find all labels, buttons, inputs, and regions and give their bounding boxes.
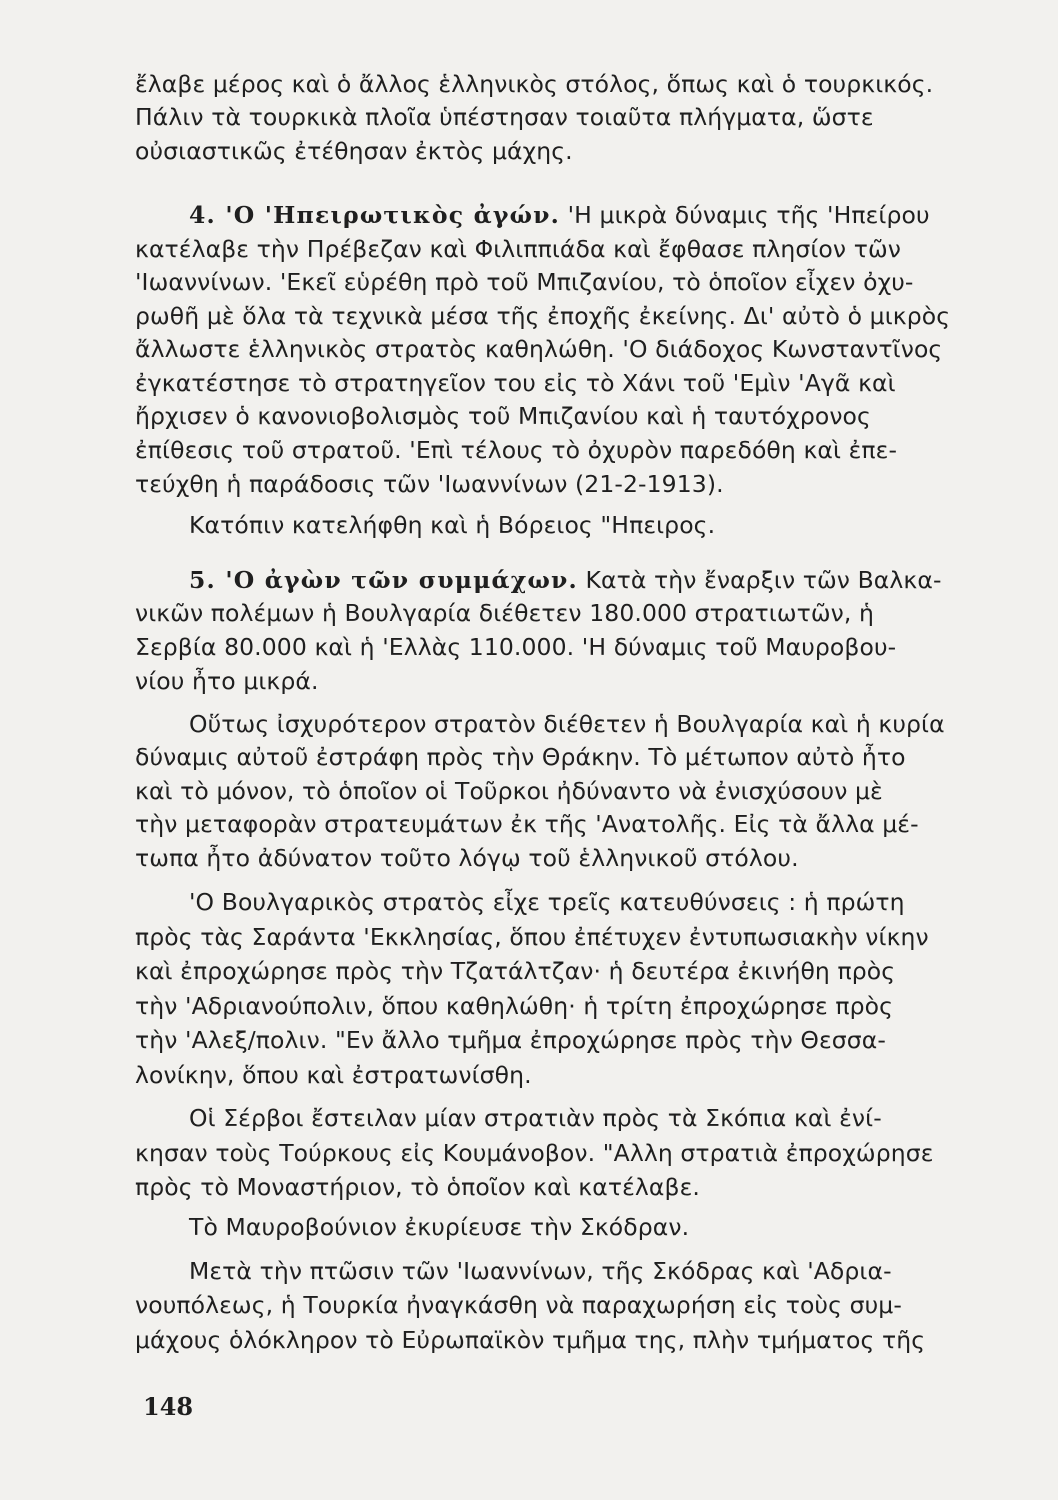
section-5-first-line (189, 564, 942, 596)
section-4-second-line (135, 233, 901, 265)
text-line: τὴν 'Αδριανούπολιν, ὅπου καθηλώθη· ἡ τρίτη ἐπροχώρησε πρὸς (135, 992, 894, 1020)
section-5-heading: 5. 'Ο ἀγὼν τῶν συμμάχων. (189, 566, 578, 594)
page-number: 148 (143, 1392, 194, 1421)
text-line: 'Ο Βουλγαρικὸς στρατὸς εἶχε τρεῖς κατευθύνσεις : ἡ πρώτη (189, 888, 905, 916)
section-4-intro: 'Η μικρὰ δύναμις τῆς 'Ηπείρου (567, 201, 930, 229)
text-line: τὴν μεταφορὰν στρατευμάτων ἐκ τῆς 'Ανατολῆς. Εἰς τὰ ἄλλα μέ- (135, 810, 919, 838)
text-line: λονίκην, ὅπου καὶ ἐστρατωνίσθη. (135, 1061, 532, 1089)
text-line: οὐσιαστικῶς ἐτέθησαν ἐκτὸς μάχης. (135, 137, 573, 165)
text-line: Οὕτως ἰσχυρότερον στρατὸν διέθετεν ἡ Βουλγαρία καὶ ἡ κυρία (189, 710, 945, 738)
text-line: δύναμις αὐτοῦ ἐστράφη πρὸς τὴν Θράκην. Τὸ μέτωπον αὐτὸ ἦτο (135, 743, 906, 771)
text-line: 'Ιωαννίνων. 'Εκεῖ εὑρέθη πρὸ τοῦ Μπιζανίου, τὸ ὁποῖον εἶχεν ὀχυ- (135, 268, 914, 296)
text-line: τὴν 'Αλεξ/πολιν. "Εν ἄλλο τμῆμα ἐπροχώρησε πρὸς τὴν Θεσσα- (135, 1026, 886, 1054)
text-line: τεύχθη ἡ παράδοσις τῶν 'Ιωαννίνων (21-2-1913). (135, 470, 724, 498)
text-line: καὶ τὸ μόνον, τὸ ὁποῖον οἱ Τοῦρκοι ἠδύναντο νὰ ἐνισχύσουν μὲ (135, 777, 883, 805)
section-5-intro: Κατὰ τὴν ἔναρξιν τῶν Βαλκα- (585, 566, 942, 594)
section-4-heading: 4. 'Ο 'Ηπειρωτικὸς ἀγών. (189, 201, 561, 229)
section-4-first-line (189, 199, 930, 231)
text-line: κησαν τοὺς Τούρκους εἰς Κουμάνοβον. "Αλλη στρατιὰ ἐπροχώρησε (135, 1139, 934, 1167)
text-line: νικῶν πολέμων ἡ Βουλγαρία διέθετεν 180.000 στρατιωτῶν, ἡ (135, 599, 874, 627)
text-line: νίου ἦτο μικρά. (135, 667, 319, 695)
text-line: Κατόπιν κατελήφθη καὶ ἡ Βόρειος "Ηπειρος. (189, 511, 716, 539)
text-line: ἔλαβε μέρος καὶ ὁ ἄλλος ἑλληνικὸς στόλος, ὅπως καὶ ὁ τουρκικός. (135, 70, 934, 98)
section-4-second-line-end: καὶ ἔφθασε πλησίον τῶν (613, 235, 901, 263)
text-line: Σερβία 80.000 καὶ ἡ 'Ελλὰς 110.000. 'Η δύναμις τοῦ Μαυροβου- (135, 633, 897, 661)
text-line: πρὸς τὰς Σαράντα 'Εκκλησίας, ὅπου ἐπέτυχεν ἐντυπωσιακὴν νίκην (135, 923, 929, 951)
text-line: Τὸ Μαυροβούνιον ἐκυρίευσε τὴν Σκόδραν. (189, 1213, 690, 1241)
text-line: Πάλιν τὰ τουρκικὰ πλοῖα ὑπέστησαν τοιαῦτα πλήγματα, ὥστε (135, 103, 874, 131)
text-line: Οἱ Σέρβοι ἔστειλαν μίαν στρατιὰν πρὸς τὰ Σκόπια καὶ ἐνί- (189, 1104, 882, 1132)
text-line: ρωθῆ μὲ ὅλα τὰ τεχνικὰ μέσα τῆς ἐποχῆς ἐκείνης. Δι' αὐτὸ ὁ μικρὸς (135, 302, 951, 330)
section-4-second-line-start: κατέλαβε τὴν Πρέβεζαν καὶ Φιλιππιάδα (135, 235, 606, 263)
text-line: πρὸς τὸ Μοναστήριον, τὸ ὁποῖον καὶ κατέλαβε. (135, 1173, 700, 1201)
text-line: νουπόλεως, ἡ Τουρκία ἠναγκάσθη νὰ παραχωρήση εἰς τοὺς συμ- (135, 1291, 902, 1319)
text-line: Μετὰ τὴν πτῶσιν τῶν 'Ιωαννίνων, τῆς Σκόδρας καὶ 'Αδρια- (189, 1257, 892, 1285)
text-line: ἄλλωστε ἑλληνικὸς στρατὸς καθηλώθη. 'Ο διάδοχος Κωνσταντῖνος (135, 335, 943, 363)
text-line: καὶ ἐπροχώρησε πρὸς τὴν Τζατάλτζαν· ἡ δευτέρα ἐκινήθη πρὸς (135, 957, 896, 985)
text-line: ἐπίθεσις τοῦ στρατοῦ. 'Επὶ τέλους τὸ ὀχυρὸν παρεδόθη καὶ ἐπε- (135, 436, 898, 464)
text-line: τωπα ἦτο ἀδύνατον τοῦτο λόγῳ τοῦ ἑλληνικοῦ στόλου. (135, 844, 799, 872)
text-line: ἐγκατέστησε τὸ στρατηγεῖον του εἰς τὸ Χάνι τοῦ 'Εμὶν 'Αγᾶ καὶ (135, 369, 896, 397)
text-line: ἤρχισεν ὁ κανονιοβολισμὸς τοῦ Μπιζανίου καὶ ἡ ταυτόχρονος (135, 402, 871, 430)
text-line: μάχους ὁλόκληρον τὸ Εὐρωπαϊκὸν τμῆμα της, πλὴν τμήματος τῆς (135, 1326, 926, 1354)
